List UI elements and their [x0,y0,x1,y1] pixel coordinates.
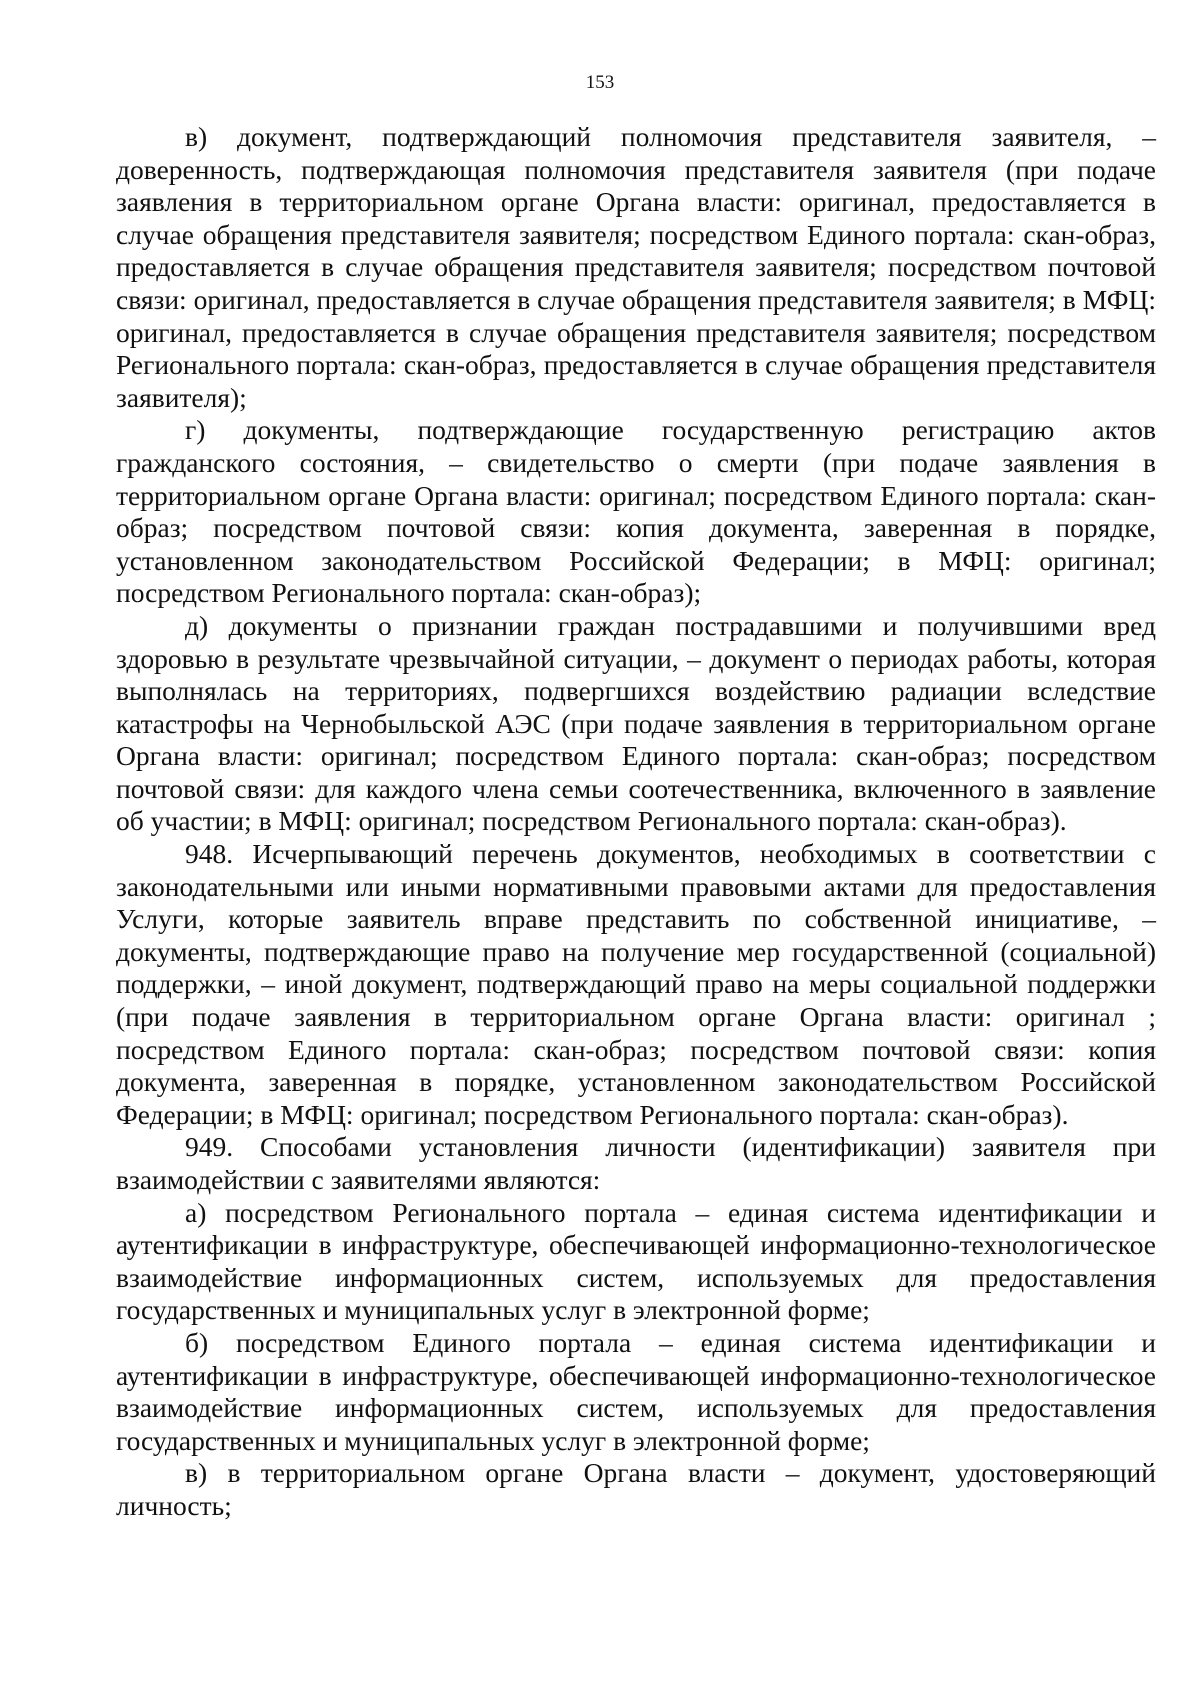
paragraph-948-optional-documents: 948. Исчерпывающий перечень документов, необходимых в соответствии с законодательными или иными нормативными правовыми актами для предоставления Услуги, которые заявитель вправе представить по собственной инициативе, – документы, подтверждающие право на получение мер государственной (социальной) поддержки, – иной документ, подтверждающий право на меры социальной поддержки (при подаче заявления в территориальном органе Органа власти: оригинал ; посредством Единого портала: скан-образ; посредством почтовой связи: копия документа, заверенная в порядке, установленном законодательством Российской Федерации; в МФЦ: оригинал; посредством Регионального портала: скан-образ). [116,838,1156,1130]
paragraph-item-a-regional-portal: а) посредством Регионального портала – единая система идентификации и аутентификации в инфраструктуре, обеспечивающей информационно-технологическое взаимодействие информационных систем, используемых для предоставления государственных и муниципальных услуг в электронной форме; [116,1196,1156,1326]
paragraph-item-g-civil-registration: г) документы, подтверждающие государственную регистрацию актов гражданского состояния, – свидетельство о смерти (при подаче заявления в территориальном органе Органа власти: оригинал; посредством Единого портала: скан-образ; посредством почтовой связи: копия документа, заверенная в порядке, установленном законодательством Российской Федерации; в МФЦ: оригинал; посредством Регионального портала: скан-образ); [116,414,1156,609]
paragraph-item-v-territorial-body: в) в территориальном органе Органа власти – документ, удостоверяющий личность; [116,1457,1156,1521]
paragraph-949-identification-methods: 949. Способами установления личности (идентификации) заявителя при взаимодействии с заявителями являются: [116,1131,1156,1195]
document-body [116,121,1156,1523]
paragraph-item-d-emergency-victims: д) документы о признании граждан пострадавшими и получившими вред здоровью в результате чрезвычайной ситуации, – документ о периодах работы, которая выполнялась на территориях, подвергшихся воздействию радиации вследствие катастрофы на Чернобыльской АЭС (при подаче заявления в территориальном органе Органа власти: оригинал; посредством Единого портала: скан-образ; посредством почтовой связи: для каждого члена семьи соотечественника, включенного в заявление об участии; в МФЦ: оригинал; посредством Регионального портала: скан-образ). [116,609,1156,837]
paragraph-item-b-unified-portal: б) посредством Единого портала – единая система идентификации и аутентификации в инфраструктуре, обеспечивающей информационно-технологическое взаимодействие информационных систем, используемых для предоставления государственных и муниципальных услуг в электронной форме; [116,1326,1156,1456]
page-number: 153 [585,72,615,93]
paragraph-item-v-representative-document: в) документ, подтверждающий полномочия представителя заявителя, – доверенность, подтверждающая полномочия представителя заявителя (при подаче заявления в территориальном органе Органа власти: оригинал, предоставляется в случае обращения представителя заявителя; посредством Единого портала: скан-образ, предоставляется в случае обращения представителя заявителя; посредством почтовой связи: оригинал, предоставляется в случае обращения представителя заявителя; в МФЦ: оригинал, предоставляется в случае обращения представителя заявителя; посредством Регионального портала: скан-образ, предоставляется в случае обращения представителя заявителя); [116,121,1156,413]
